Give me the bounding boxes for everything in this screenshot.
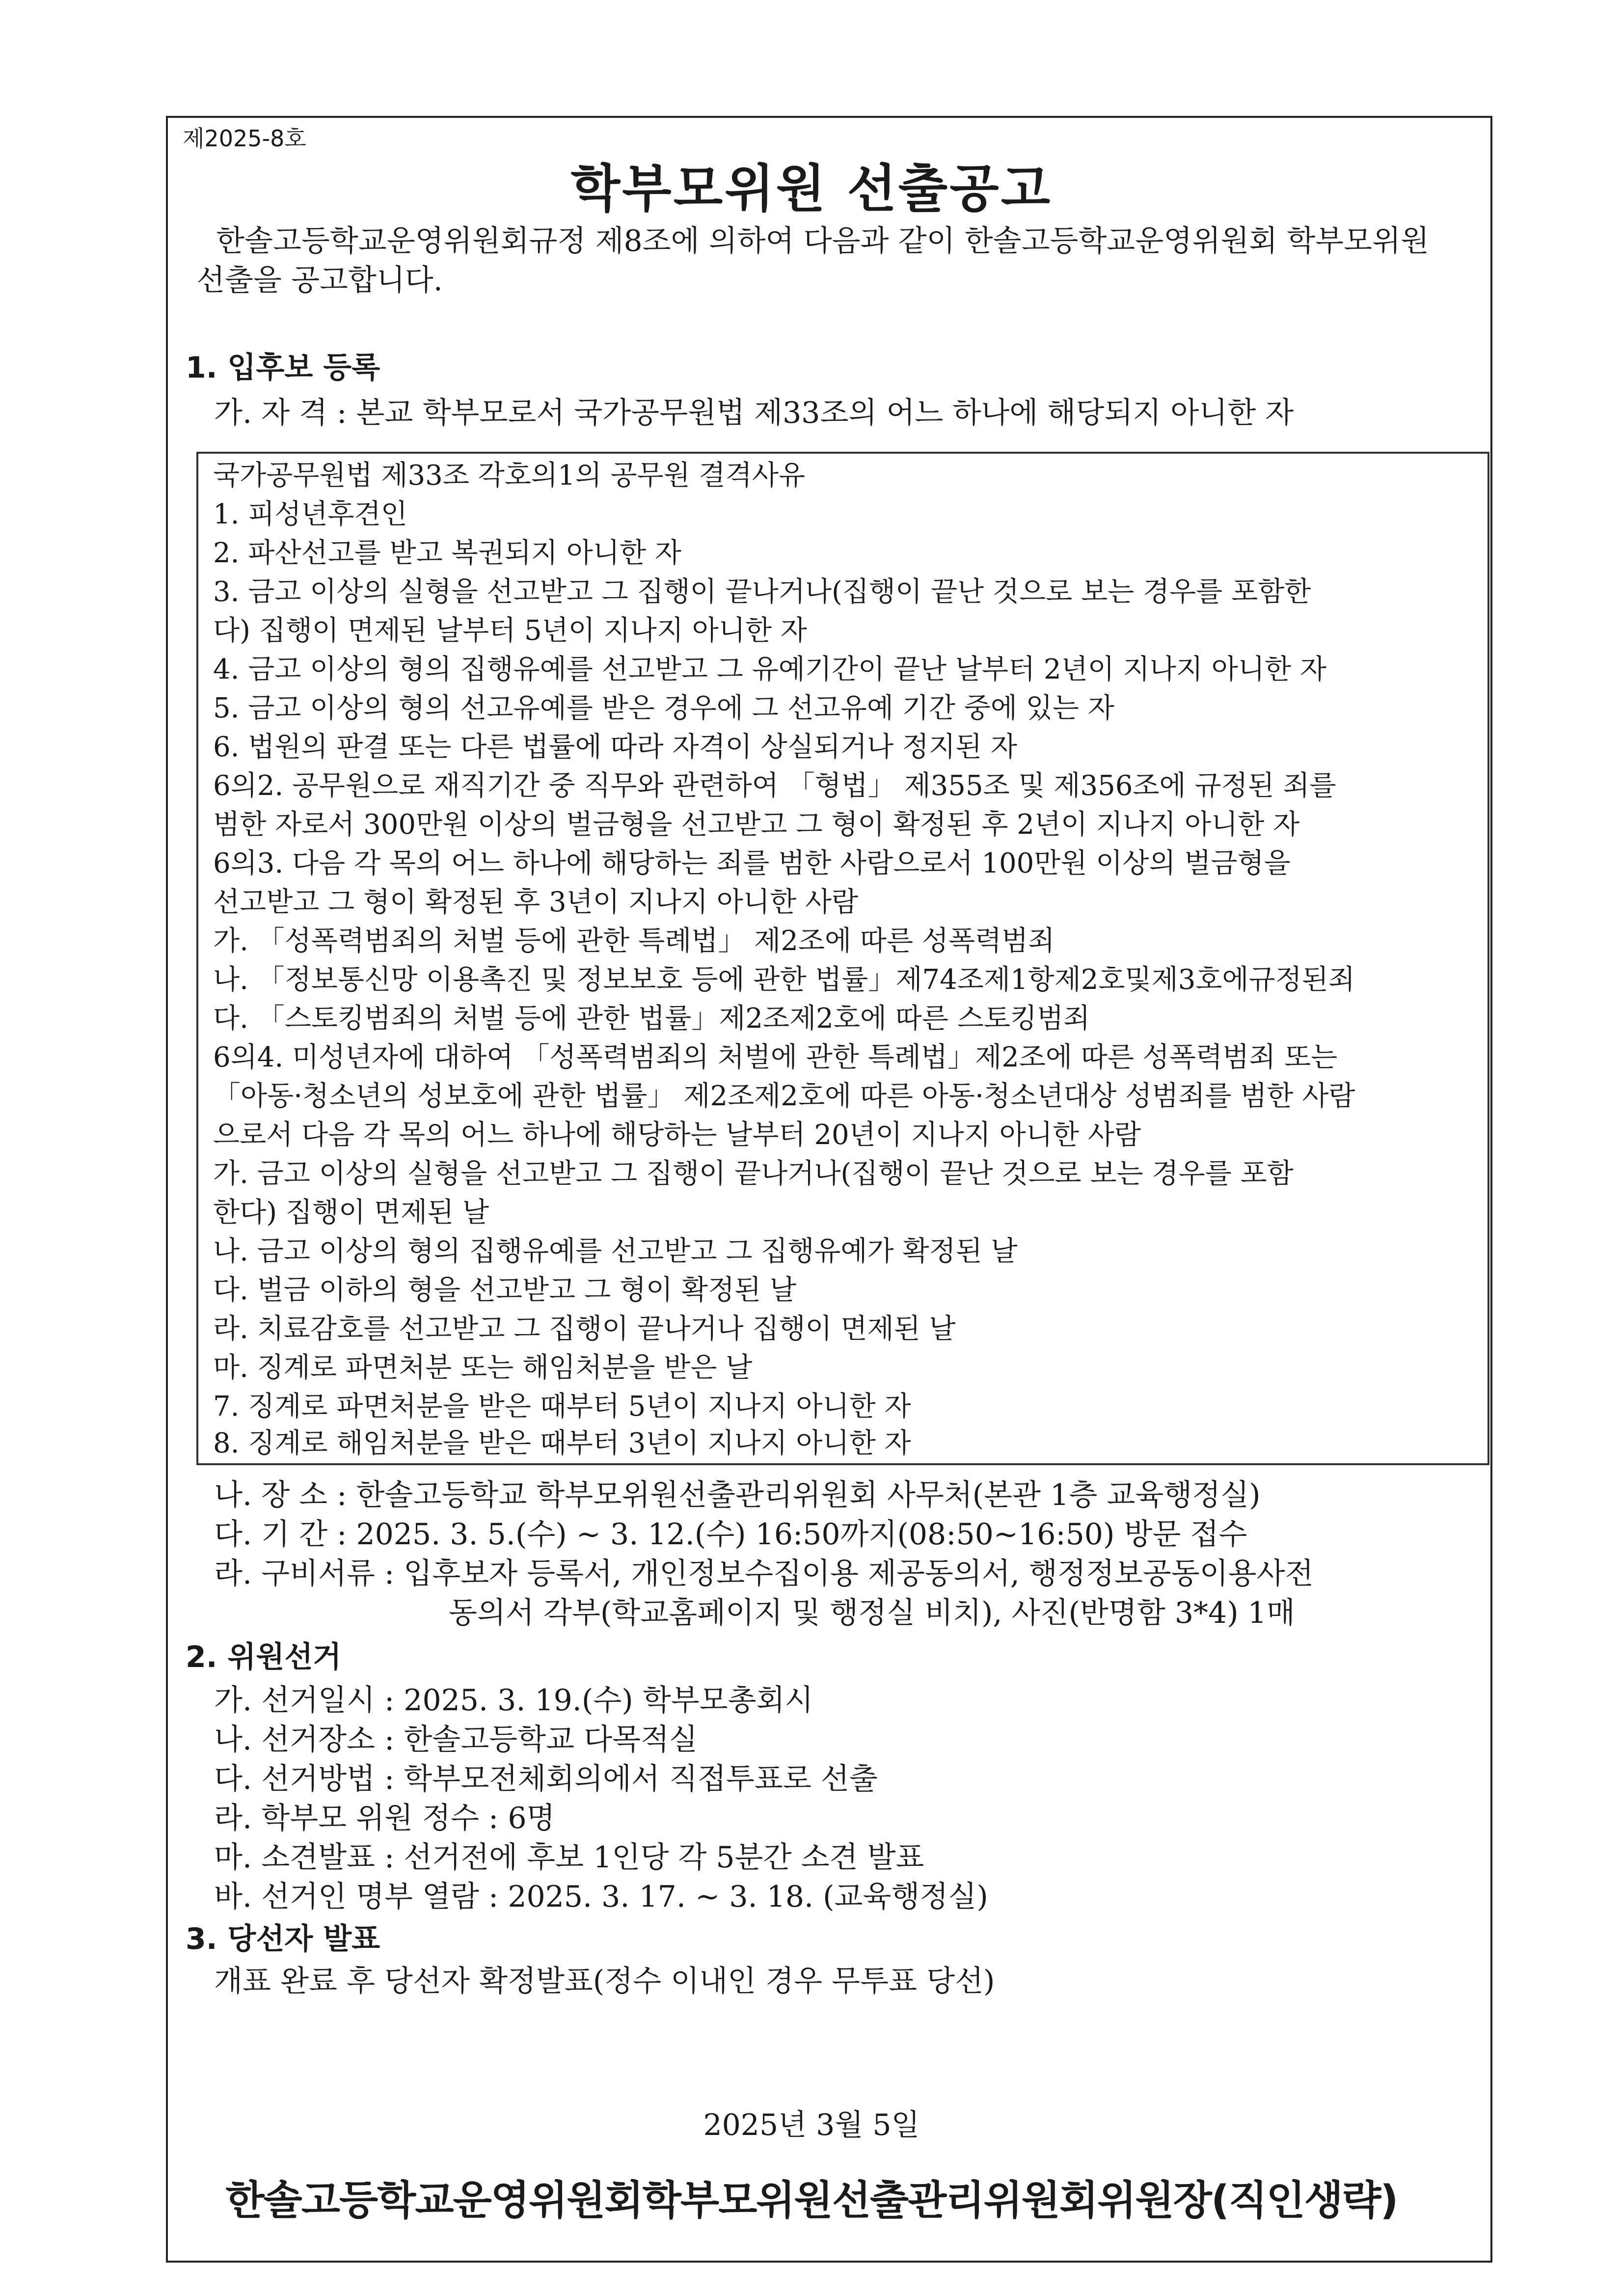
box-line: 6. 법원의 판결 또는 다른 법률에 따라 자격이 상실되거나 정지된 자 — [213, 731, 1017, 763]
box-line: 가. 「성폭력범죄의 처벌 등에 관한 특례법」 제2조에 따른 성폭력범죄 — [213, 925, 1055, 957]
box-line: 7. 징계로 파면처분을 받은 때부터 5년이 지나지 아니한 자 — [213, 1391, 911, 1422]
box-line: 6의3. 다음 각 목의 어느 하나에 해당하는 죄를 범한 사람으로서 100만원 이상의 벌금형을 — [213, 847, 1291, 879]
intro-line-2: 선출을 공고합니다. — [196, 263, 443, 298]
box-line: 4. 금고 이상의 형의 집행유예를 선고받고 그 유예기간이 끝난 날부터 2년이 지나지 아니한 자 — [213, 654, 1326, 685]
box-line: 2. 파산선고를 받고 복권되지 아니한 자 — [213, 537, 681, 569]
election-item: 바. 선거인 명부 열람 : 2025. 3. 17. ~ 3. 18. (교육행정실) — [214, 1880, 988, 1914]
period-line: 다. 기 간 : 2025. 3. 5.(수) ~ 3. 12.(수) 16:50까지(08:50~16:50) 방문 접수 — [214, 1517, 1247, 1552]
box-line: 으로서 다음 각 목의 어느 하나에 해당하는 날부터 20년이 지나지 아니한 사람 — [213, 1119, 1141, 1151]
box-line: 다. 벌금 이하의 형을 선고받고 그 형이 확정된 날 — [213, 1274, 797, 1306]
disqualification-box — [196, 452, 1489, 1465]
box-line: 5. 금고 이상의 형의 선고유예를 받은 경우에 그 선고유예 기간 중에 있는 자 — [213, 692, 1114, 724]
box-line: 범한 자로서 300만원 이상의 벌금형을 선고받고 그 형이 확정된 후 2년이 지나지 아니한 자 — [213, 809, 1300, 841]
election-item: 다. 선거방법 : 학부모전체회의에서 직접투표로 선출 — [214, 1762, 878, 1796]
notice-title: 학부모위원 선출공고 — [570, 159, 1053, 219]
announcement-text: 개표 완료 후 당선자 확정발표(정수 이내인 경우 무투표 당선) — [214, 1964, 995, 1998]
box-line: 3. 금고 이상의 실형을 선고받고 그 집행이 끝나거나(집행이 끝난 것으로 보는 경우를 포함한 — [213, 576, 1311, 608]
section2-heading: 2. 위원선거 — [186, 1640, 342, 1674]
box-line: 「아동·청소년의 성보호에 관한 법률」 제2조제2호에 따른 아동·청소년대상 성범죄를 범한 사람 — [213, 1080, 1355, 1112]
notice-number: 제2025-8호 — [183, 125, 306, 152]
box-line: 라. 치료감호를 선고받고 그 집행이 끝나거나 집행이 면제된 날 — [213, 1313, 956, 1345]
box-line: 6의2. 공무원으로 재직기간 중 직무와 관련하여 「형법」 제355조 및 제356조에 규정된 죄를 — [213, 770, 1336, 802]
election-item: 나. 선거장소 : 한솔고등학교 다목적실 — [214, 1722, 698, 1757]
box-line: 마. 징계로 파면처분 또는 해임처분을 받은 날 — [213, 1352, 753, 1384]
box-line: 국가공무원법 제33조 각호의1의 공무원 결격사유 — [213, 460, 805, 492]
box-line: 나. 금고 이상의 형의 집행유예를 선고받고 그 집행유예가 확정된 날 — [213, 1235, 1018, 1267]
box-line: 선고받고 그 형이 확정된 후 3년이 지나지 아니한 사람 — [213, 886, 859, 918]
section3-heading: 3. 당선자 발표 — [186, 1922, 380, 1956]
documents-line-cont: 동의서 각부(학교홈페이지 및 행정실 비치), 사진(반명함 3*4) 1매 — [449, 1596, 1295, 1630]
notice-date: 2025년 3월 5일 — [703, 2108, 920, 2142]
box-line: 나. 「정보통신망 이용촉진 및 정보보호 등에 관한 법률」제74조제1항제2호및제3호에규정된죄 — [213, 964, 1355, 996]
box-line: 1. 피성년후견인 — [213, 498, 407, 530]
place-line: 나. 장 소 : 한솔고등학교 학부모위원선출관리위원회 사무처(본관 1층 교육행정실) — [214, 1478, 1261, 1512]
box-line: 가. 금고 이상의 실형을 선고받고 그 집행이 끝나거나(집행이 끝난 것으로 보는 경우를 포함 — [213, 1158, 1294, 1190]
box-line: 한다) 집행이 면제된 날 — [213, 1197, 489, 1229]
box-line: 8. 징계로 해임처분을 받은 때부터 3년이 지나지 아니한 자 — [213, 1427, 911, 1459]
box-line: 6의4. 미성년자에 대하여 「성폭력범죄의 처벌에 관한 특례법」제2조에 따른 성폭력범죄 또는 — [213, 1041, 1338, 1073]
box-line: 다) 집행이 면제된 날부터 5년이 지나지 아니한 자 — [213, 615, 807, 647]
signature-line: 한솔고등학교운영위원회학부모위원선출관리위원회위원장(직인생략) — [225, 2177, 1398, 2224]
qualification-line: 가. 자 격 : 본교 학부모로서 국가공무원법 제33조의 어느 하나에 해당되지 아니한 자 — [214, 396, 1294, 430]
box-line: 다. 「스토킹범죄의 처벌 등에 관한 법률」제2조제2호에 따른 스토킹범죄 — [213, 1003, 1090, 1035]
documents-line: 라. 구비서류 : 입후보자 등록서, 개인정보수집이용 제공동의서, 행정정보공동이용사전 — [214, 1557, 1314, 1591]
section1-heading: 1. 입후보 등록 — [186, 351, 380, 385]
election-item: 가. 선거일시 : 2025. 3. 19.(수) 학부모총회시 — [214, 1683, 813, 1718]
election-item: 마. 소견발표 : 선거전에 후보 1인당 각 5분간 소견 발표 — [214, 1840, 924, 1875]
election-item: 라. 학부모 위원 정수 : 6명 — [214, 1801, 555, 1835]
intro-line-1: 한솔고등학교운영위원회규정 제8조에 의하여 다음과 같이 한솔고등학교운영위원회 학부모위원 — [216, 224, 1430, 258]
